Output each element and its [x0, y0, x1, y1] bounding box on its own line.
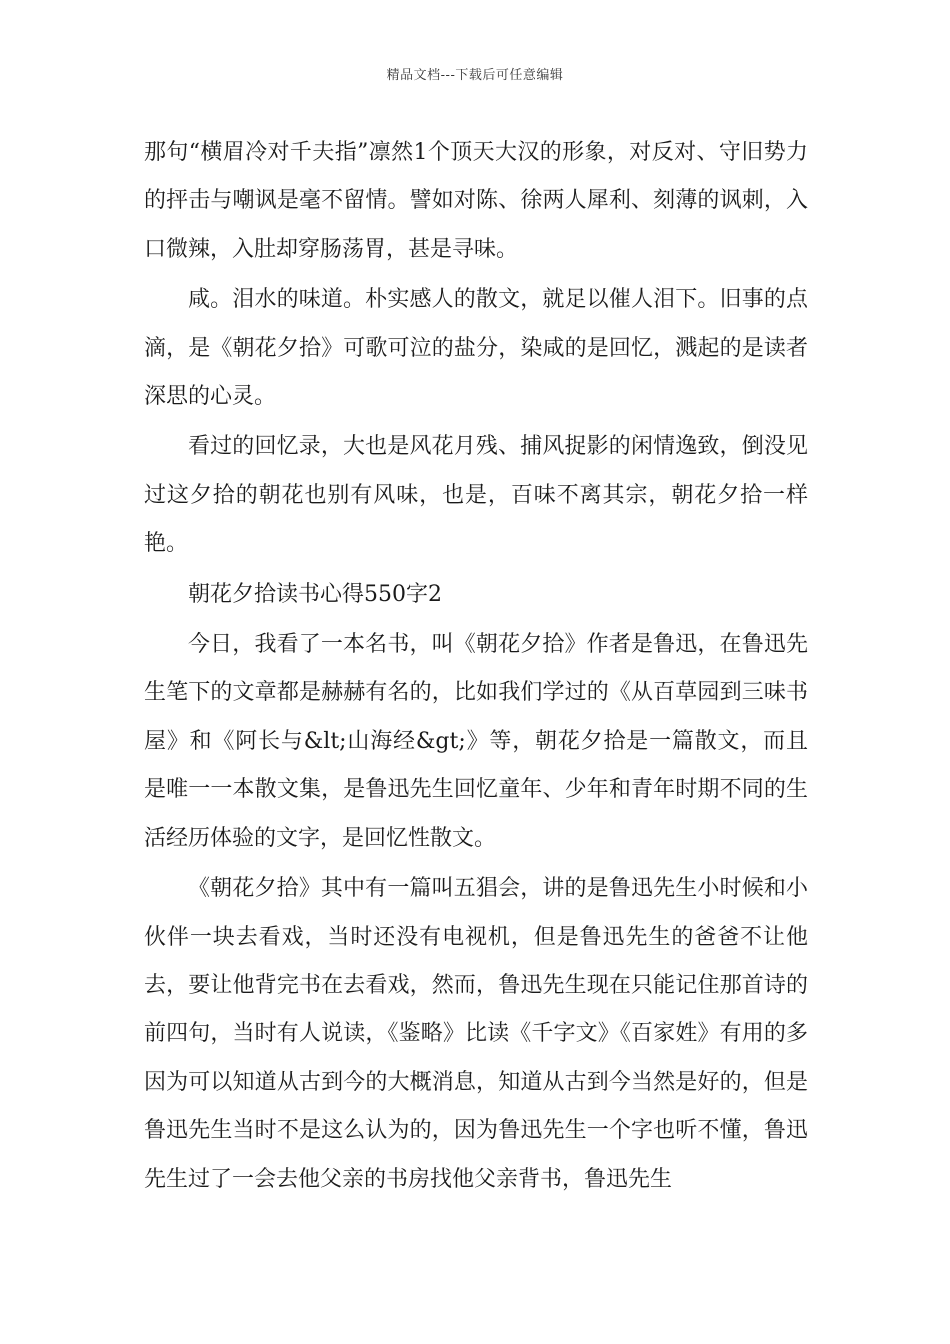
paragraph-3: 看过的回忆录，大也是风花月残、捕风捉影的闲情逸致，倒没见过这夕拾的朝花也别有风味，也是，百味不离其宗，朝花夕拾一样艳。 — [144, 434, 808, 557]
paragraph-4: 今日，我看了一本名书，叫《朝花夕拾》作者是鲁迅，在鲁迅先生笔下的文章都是赫赫有名的，比如我们学过的《从百草园到三味书屋》和《阿长与&lt;山海经&gt;》等，朝花夕拾是一篇散文，而且是唯一一本散文集，是鲁迅先生回忆童年、少年和青年时期不同的生活经历体验的文字，是回忆性散文。 — [144, 632, 808, 851]
document-body — [144, 129, 808, 1206]
page-header: 精品文档---下载后可任意编辑 — [386, 68, 564, 83]
section-heading: 朝花夕拾读书心得550字2 — [188, 581, 442, 607]
paragraph-2: 咸。泪水的味道。朴实感人的散文，就足以催人泪下。旧事的点滴，是《朝花夕拾》可歌可泣的盐分，染咸的是回忆，溅起的是读者深思的心灵。 — [144, 287, 808, 410]
paragraph-5: 《朝花夕拾》其中有一篇叫五猖会，讲的是鲁迅先生小时候和小伙伴一块去看戏，当时还没有电视机，但是鲁迅先生的爸爸不让他去，要让他背完书在去看戏，然而，鲁迅先生现在只能记住那首诗的前四句，当时有人说读，《鉴略》比读《千字文》《百家姓》有用的多因为可以知道从古到今的大概消息，知道从古到今当然是好的，但是鲁迅先生当时不是这么认为的，因为鲁迅先生一个字也听不懂，鲁迅先生过了一会去他父亲的书房找他父亲背书，鲁迅先生 — [144, 876, 808, 1192]
paragraph-1: 那句“横眉冷对千夫指”凛然1个顶天大汉的形象，对反对、守旧势力的抨击与嘲讽是毫不留情。譬如对陈、徐两人犀利、刻薄的讽刺，入口微辣，入肚却穿肠荡胃，甚是寻味。 — [144, 140, 808, 262]
